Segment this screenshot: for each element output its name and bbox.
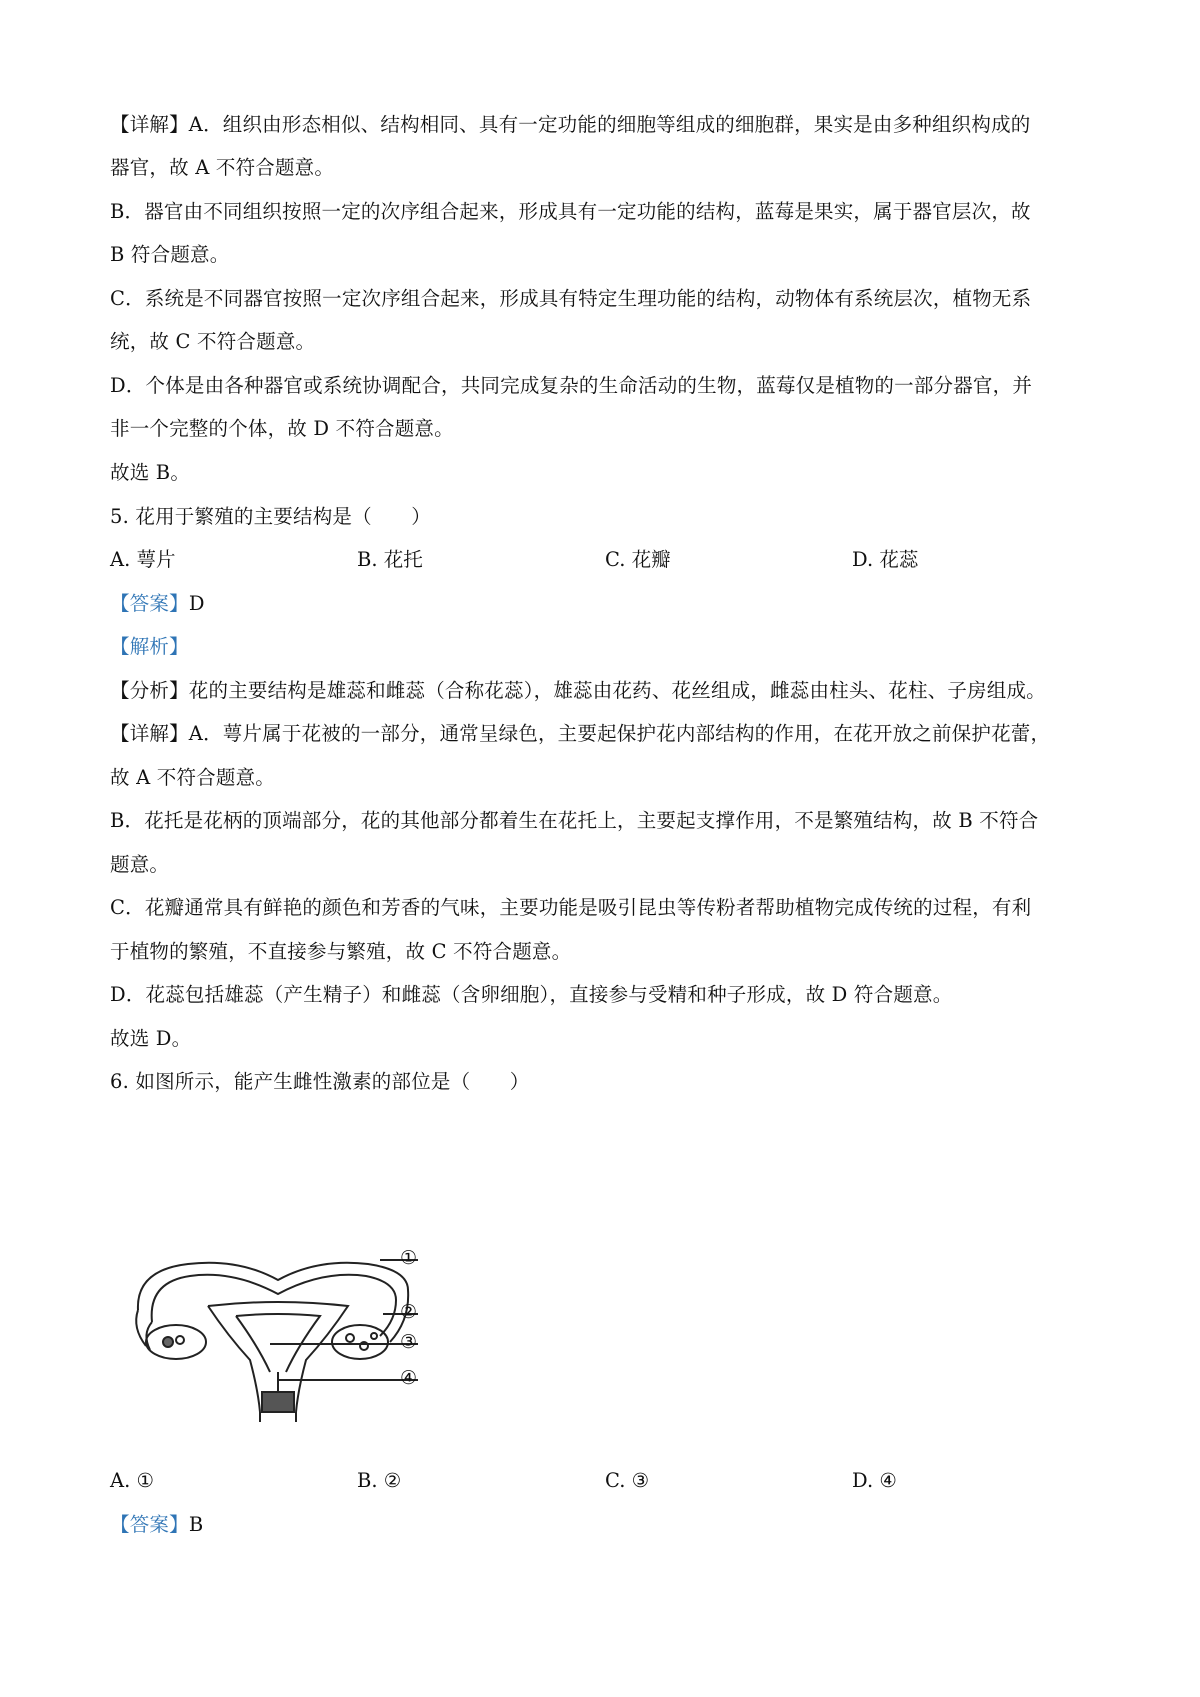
figure-label-4: ④ — [400, 1367, 418, 1389]
answer-tag: 【答案】 — [110, 1513, 189, 1536]
paragraph-line: 故选 B。 — [110, 461, 191, 484]
q6-option-a: A. ① — [110, 1469, 154, 1492]
question-6-title: 6. 如图所示，能产生雌性激素的部位是（ ） — [110, 1070, 530, 1093]
answer-value: D — [188, 592, 205, 615]
q5-answer — [110, 589, 1100, 619]
female-reproductive-system-diagram — [128, 1247, 433, 1425]
q5-line: 于植物的繁殖，不直接参与繁殖，故 C 不符合题意。 — [110, 940, 572, 963]
q5-line: 故 A 不符合题意。 — [110, 766, 275, 789]
q6-option-b: B. ② — [357, 1469, 402, 1492]
answer-tag: 【答案】 — [110, 592, 189, 615]
q5-line: 【详解】A．萼片属于花被的一部分，通常呈绿色，主要起保护花内部结构的作用，在花开放之前保护花蕾， — [110, 722, 1051, 745]
paragraph-line: D．个体是由各种器官或系统协调配合，共同完成复杂的生命活动的生物，蓝莓仅是植物的一部分器官，并 — [110, 374, 1033, 397]
q5-line: 【分析】花的主要结构是雄蕊和雌蕊（合称花蕊），雄蕊由花药、花丝组成，雌蕊由柱头、花柱、子房组成。 — [110, 679, 1046, 702]
paragraph-line: 非一个完整的个体，故 D 不符合题意。 — [110, 417, 454, 440]
q6-answer — [110, 1510, 1100, 1540]
q5-option-d: D. 花蕊 — [852, 548, 919, 571]
figure-label-1: ① — [400, 1247, 418, 1269]
paragraph-line: 【详解】A．组织由形态相似、结构相同、具有一定功能的细胞等组成的细胞群，果实是由多种组织构成的 — [110, 113, 1031, 136]
q5-line: B．花托是花柄的顶端部分，花的其他部分都着生在花托上，主要起支撑作用，不是繁殖结构，故 B 不符合 — [110, 809, 1039, 832]
q5-line: C．花瓣通常具有鲜艳的颜色和芳香的气味，主要功能是吸引昆虫等传粉者帮助植物完成传统的过程，有利 — [110, 896, 1032, 919]
figure-label-2: ② — [400, 1301, 418, 1323]
q5-line: 故选 D。 — [110, 1027, 192, 1050]
paragraph-line: 器官，故 A 不符合题意。 — [110, 156, 335, 179]
q5-option-c: C. 花瓣 — [605, 548, 671, 571]
q5-option-a: A. 萼片 — [110, 548, 176, 571]
answer-value: B — [188, 1513, 204, 1536]
paragraph-line: B．器官由不同组织按照一定的次序组合起来，形成具有一定功能的结构，蓝莓是果实，属于器官层次，故 — [110, 200, 1031, 223]
paragraph-line: 统，故 C 不符合题意。 — [110, 330, 316, 353]
paragraph-line: C．系统是不同器官按照一定次序组合起来，形成具有特定生理功能的结构，动物体有系统层次，植物无系 — [110, 287, 1032, 310]
figure-label-3: ③ — [400, 1331, 418, 1353]
q5-analysis-tag: 【解析】 — [110, 635, 189, 658]
q5-line: 题意。 — [110, 853, 170, 876]
q6-option-d: D. ④ — [852, 1469, 897, 1492]
q5-line: D．花蕊包括雄蕊（产生精子）和雌蕊（含卵细胞），直接参与受精和种子形成，故 D 符合题意。 — [110, 983, 953, 1006]
question-5-title: 5. 花用于繁殖的主要结构是（ ） — [110, 505, 431, 528]
q5-option-b: B. 花托 — [357, 548, 423, 571]
q6-option-c: C. ③ — [605, 1469, 650, 1492]
paragraph-line: B 符合题意。 — [110, 243, 230, 266]
